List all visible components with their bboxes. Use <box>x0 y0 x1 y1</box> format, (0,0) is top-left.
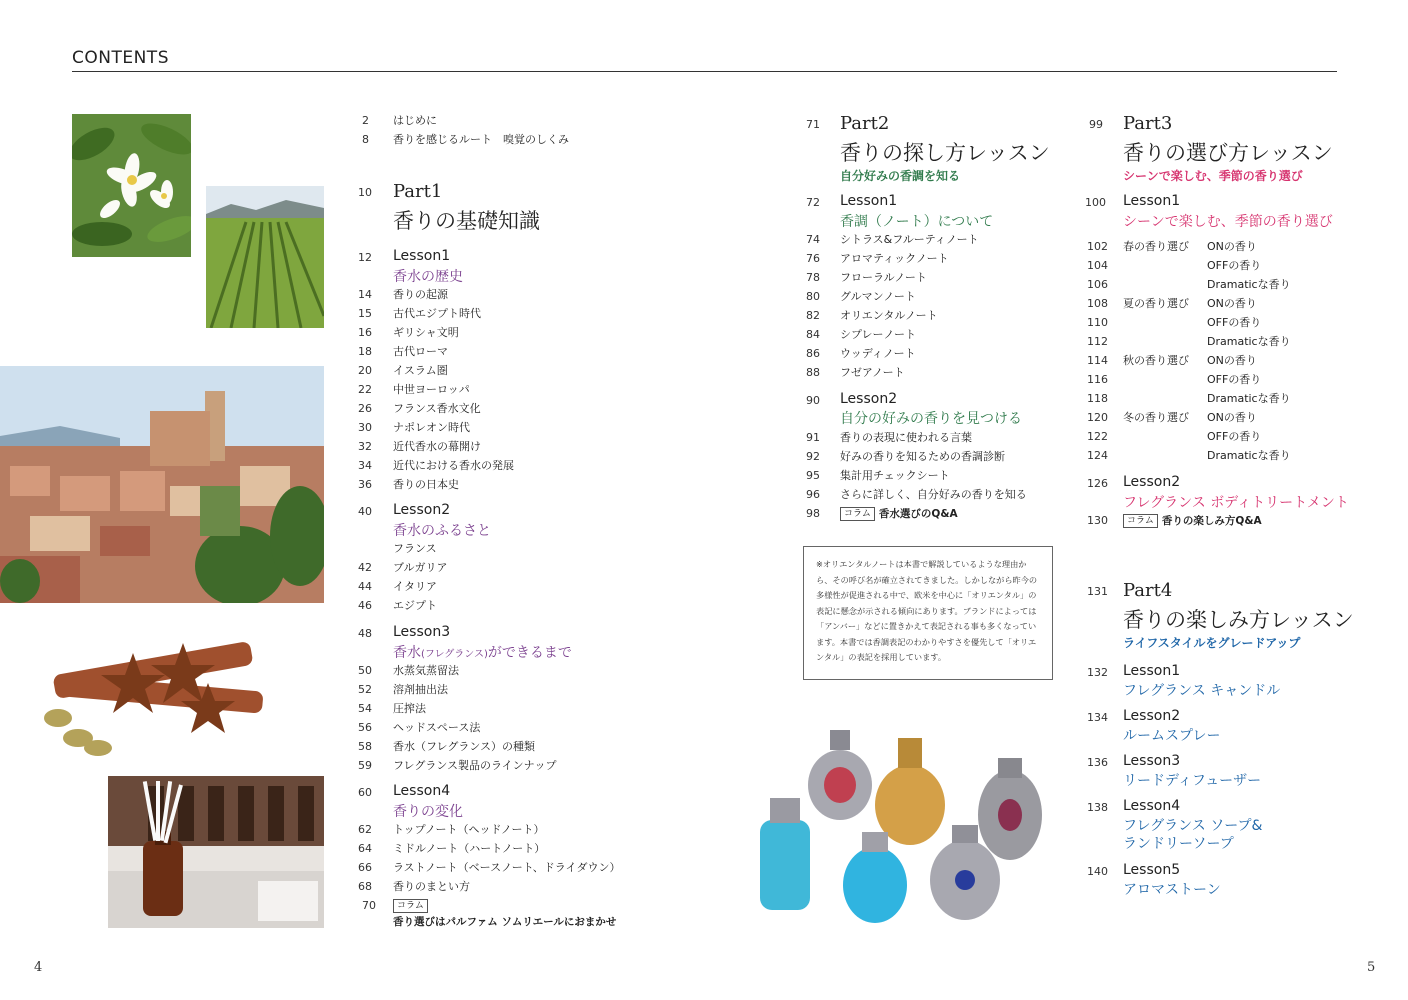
lesson-subtitle-part: ができるまで <box>487 645 572 661</box>
toc-title: 中世ヨーロッパ <box>393 383 470 396</box>
toc-title: 古代エジプト時代 <box>393 307 481 320</box>
toc-title: ウッディノート <box>840 347 916 360</box>
toc-title: フランス香水文化 <box>393 402 481 415</box>
lesson-page: 60 <box>358 786 372 799</box>
lesson-subtitle[interactable]: フレグランス ボディトリートメント <box>1123 495 1349 511</box>
lesson-subtitle-part: 香水 <box>393 645 421 661</box>
lesson-page: 12 <box>358 251 372 264</box>
lesson-name: Lesson3 <box>1123 753 1181 769</box>
toc-page: 106 <box>1087 278 1108 291</box>
lesson-name: Lesson2 <box>1123 474 1181 490</box>
lesson-name: Lesson2 <box>393 502 451 518</box>
column-tag: コラム <box>1123 514 1158 528</box>
part3-page: 99 <box>1089 118 1103 131</box>
season-label: 秋の香り選び <box>1123 354 1189 367</box>
column-tag: コラム <box>393 899 428 913</box>
spices-photo <box>33 613 271 758</box>
season-label: 夏の香り選び <box>1123 297 1189 310</box>
toc-page: 15 <box>358 307 372 320</box>
part1-title: Part1 <box>393 181 443 202</box>
toc-title: 集計用チェックシート <box>840 469 950 482</box>
lesson-page: 138 <box>1087 801 1108 814</box>
field-photo <box>206 186 324 328</box>
toc-title: 香りの表現に使われる言葉 <box>840 431 972 444</box>
lesson-name: Lesson3 <box>393 624 451 640</box>
lesson-page: 126 <box>1087 477 1108 490</box>
column-title: 香りの楽しみ方Q&A <box>1161 515 1262 527</box>
toc-title: ラストノート（ベースノート、ドライダウン） <box>393 861 621 874</box>
lesson-page: 72 <box>806 196 820 209</box>
toc-page: 110 <box>1087 316 1108 329</box>
toc-page: 22 <box>358 383 372 396</box>
toc-page: 130 <box>1087 514 1108 527</box>
toc-page: 66 <box>358 861 372 874</box>
lesson-name: Lesson2 <box>1123 708 1181 724</box>
toc-page: 114 <box>1087 354 1108 367</box>
toc-page: 64 <box>358 842 372 855</box>
toc-title: フランス <box>393 542 437 555</box>
lesson-subtitle[interactable]: 香調（ノート）について <box>840 214 994 230</box>
lesson-subtitle[interactable]: アロマストーン <box>1123 882 1221 898</box>
toc-title: アロマティックノート <box>840 252 949 265</box>
toc-page: 50 <box>358 664 372 677</box>
toc-page: 84 <box>806 328 820 341</box>
toc-page: 36 <box>358 478 372 491</box>
toc-page: 59 <box>358 759 372 772</box>
part1-name: 香りの基礎知識 <box>393 209 540 233</box>
lesson-subtitle[interactable]: 香りの変化 <box>393 804 463 820</box>
note-box: ※オリエンタルノートは本書で解説しているような理由から、その呼び名が確立されてきました。しかしながら昨今の多様性が促進される中で、欧米を中心に「オリエンタル」の表記に懸念が示される傾向にあります。ブランドによっては「アンバー」などに置きかえて表記される事も多くなっています。本書では香調表記のわかりやすさを優先して「オリエンタル」の表記を採用しています。 <box>803 546 1053 680</box>
toc-page: 98 <box>806 507 820 520</box>
toc-page: 30 <box>358 421 372 434</box>
toc-title: エジプト <box>393 599 437 612</box>
lesson-page: 40 <box>358 505 372 518</box>
part2-title: Part2 <box>840 113 890 134</box>
toc-page: 20 <box>358 364 372 377</box>
toc-title: はじめに <box>393 114 437 127</box>
toc-page: 34 <box>358 459 372 472</box>
column-tag: コラム <box>840 507 875 521</box>
lesson-subtitle[interactable]: 香水の歴史 <box>393 269 463 285</box>
lesson-subtitle[interactable]: フレグランス ソープ& <box>1123 818 1263 834</box>
toc-page: 32 <box>358 440 372 453</box>
toc-title: ミドルノート（ハートノート） <box>393 842 546 855</box>
lesson-subtitle[interactable]: フレグランス キャンドル <box>1123 683 1281 699</box>
toc-page: 42 <box>358 561 372 574</box>
toc-title: Dramaticな香り <box>1207 449 1291 462</box>
toc-title: 圧搾法 <box>393 702 426 715</box>
lesson-name: Lesson4 <box>393 783 451 799</box>
part4-title: Part4 <box>1123 580 1173 601</box>
toc-page: 56 <box>358 721 372 734</box>
toc-title: Dramaticな香り <box>1207 278 1291 291</box>
lesson-subtitle[interactable]: シーンで楽しむ、季節の香り選び <box>1123 214 1333 230</box>
toc-title: ナポレオン時代 <box>393 421 470 434</box>
lesson-name: Lesson1 <box>840 193 898 209</box>
header-rule <box>72 71 1337 72</box>
part1-page: 10 <box>358 186 372 199</box>
part4-name: 香りの楽しみ方レッスン <box>1123 608 1354 632</box>
toc-page: 44 <box>358 580 372 593</box>
toc-title: 水蒸気蒸留法 <box>393 664 459 677</box>
part4-subtitle: ライフスタイルをグレードアップ <box>1123 636 1301 650</box>
part3-name: 香りの選び方レッスン <box>1123 141 1333 165</box>
toc-page: 68 <box>358 880 372 893</box>
toc-page: 74 <box>806 233 820 246</box>
town-photo <box>0 366 324 603</box>
season-label: 冬の香り選び <box>1123 411 1189 424</box>
toc-page: 78 <box>806 271 820 284</box>
lesson-name: Lesson1 <box>1123 663 1181 679</box>
toc-page: 80 <box>806 290 820 303</box>
toc-title: 香水（フレグランス）の種類 <box>393 740 536 753</box>
toc-title: 香りを感じるルート 嗅覚のしくみ <box>393 133 569 146</box>
toc-title: ギリシャ文明 <box>393 326 459 339</box>
part2-subtitle: 自分好みの香調を知る <box>840 169 961 183</box>
lesson-name: Lesson1 <box>1123 193 1181 209</box>
lesson-subtitle[interactable]: ルームスプレー <box>1123 728 1221 744</box>
toc-title: 近代における香水の発展 <box>393 459 514 472</box>
toc-page: 16 <box>358 326 372 339</box>
toc-title: 香りの起源 <box>393 288 448 301</box>
toc-page: 120 <box>1087 411 1108 424</box>
toc-title: ブルガリア <box>393 561 448 574</box>
lesson-subtitle-line2[interactable]: ランドリーソープ <box>1123 836 1234 852</box>
toc-title: フローラルノート <box>840 271 927 284</box>
toc-page: 95 <box>806 469 820 482</box>
lesson-name: Lesson5 <box>1123 862 1181 878</box>
toc-page: 108 <box>1087 297 1108 310</box>
lesson-page: 136 <box>1087 756 1108 769</box>
toc-page: 14 <box>358 288 372 301</box>
lesson-subtitle[interactable]: 香水のふるさと <box>393 523 491 539</box>
lesson-subtitle[interactable]: 自分の好みの香りを見つける <box>840 411 1022 427</box>
perfume-bottles-photo <box>740 720 1070 940</box>
toc-title: イスラム圏 <box>393 364 448 377</box>
toc-page: 91 <box>806 431 820 444</box>
page-number-right: 5 <box>1367 960 1376 975</box>
lesson-subtitle[interactable]: リードディフューザー <box>1123 773 1262 789</box>
part2-page: 71 <box>806 118 820 131</box>
toc-page: 46 <box>358 599 372 612</box>
orange-blossom-photo <box>72 114 191 257</box>
toc-page: 58 <box>358 740 372 753</box>
toc-title: グルマンノート <box>840 290 916 303</box>
toc-page: 26 <box>358 402 372 415</box>
lesson-page: 140 <box>1087 865 1108 878</box>
toc-page: 54 <box>358 702 372 715</box>
lesson-page: 90 <box>806 394 820 407</box>
toc-title: 近代香水の幕開け <box>393 440 481 453</box>
toc-title: ONの香り <box>1207 297 1257 310</box>
toc-page: 2 <box>362 114 369 127</box>
toc-page: 82 <box>806 309 820 322</box>
lesson-name: Lesson2 <box>840 391 898 407</box>
toc-title: 香りのまとい方 <box>393 880 470 893</box>
toc-title: オリエンタルノート <box>840 309 938 322</box>
toc-title: 香りの日本史 <box>393 478 459 491</box>
toc-page: 112 <box>1087 335 1108 348</box>
contents-header: CONTENTS <box>72 48 169 68</box>
toc-page: 118 <box>1087 392 1108 405</box>
part3-title: Part3 <box>1123 113 1173 134</box>
toc-title: フゼアノート <box>840 366 905 379</box>
column-title: 香水選びのQ&A <box>878 508 958 520</box>
toc-page: 86 <box>806 347 820 360</box>
toc-page: 88 <box>806 366 820 379</box>
toc-title: フレグランス製品のラインナップ <box>393 759 557 772</box>
toc-title: Dramaticな香り <box>1207 335 1291 348</box>
toc-page: 62 <box>358 823 372 836</box>
lesson-name: Lesson1 <box>393 248 451 264</box>
lesson-page: 100 <box>1085 196 1106 209</box>
toc-title: シトラス&フルーティノート <box>840 233 979 246</box>
part4-page: 131 <box>1087 585 1108 598</box>
toc-page: 104 <box>1087 259 1108 272</box>
toc-title: OFFの香り <box>1207 373 1262 386</box>
season-label: 春の香り選び <box>1123 240 1189 253</box>
toc-page: 124 <box>1087 449 1108 462</box>
perfumery-photo <box>108 776 324 928</box>
toc-title: OFFの香り <box>1207 316 1262 329</box>
toc-title: ヘッドスペース法 <box>393 721 481 734</box>
toc-title: 溶剤抽出法 <box>393 683 448 696</box>
toc-title: 好みの香りを知るための香調診断 <box>840 450 1005 463</box>
column-title[interactable]: 香り選びはパルファム ソムリエールにおまかせ <box>393 916 617 928</box>
toc-title: ONの香り <box>1207 354 1257 367</box>
toc-page: 8 <box>362 133 369 146</box>
part3-subtitle: シーンで楽しむ、季節の香り選び <box>1123 169 1303 183</box>
toc-title: さらに詳しく、自分好みの香りを知る <box>840 488 1027 501</box>
part2-name: 香りの探し方レッスン <box>840 141 1050 165</box>
toc-page: 102 <box>1087 240 1108 253</box>
toc-page: 76 <box>806 252 820 265</box>
toc-title: ONの香り <box>1207 240 1257 253</box>
toc-title: イタリア <box>393 580 437 593</box>
toc-page: 52 <box>358 683 372 696</box>
toc-title: ONの香り <box>1207 411 1257 424</box>
toc-title: 古代ローマ <box>393 345 448 358</box>
toc-page: 96 <box>806 488 820 501</box>
toc-page: 116 <box>1087 373 1108 386</box>
toc-title: OFFの香り <box>1207 259 1262 272</box>
lesson-name: Lesson4 <box>1123 798 1181 814</box>
toc-page: 70 <box>362 899 376 912</box>
page-number-left: 4 <box>34 960 43 975</box>
lesson-subtitle[interactable] <box>393 642 572 662</box>
lesson-page: 132 <box>1087 666 1108 679</box>
lesson-page: 48 <box>358 627 372 640</box>
toc-title: トップノート（ヘッドノート） <box>393 823 545 836</box>
lesson-page: 134 <box>1087 711 1108 724</box>
toc-title: シプレーノート <box>840 328 917 341</box>
toc-page: 92 <box>806 450 820 463</box>
toc-page: 122 <box>1087 430 1108 443</box>
toc-title: Dramaticな香り <box>1207 392 1291 405</box>
toc-page: 18 <box>358 345 372 358</box>
toc-title: OFFの香り <box>1207 430 1262 443</box>
lesson-subtitle-small: (フレグランス) <box>421 649 488 660</box>
